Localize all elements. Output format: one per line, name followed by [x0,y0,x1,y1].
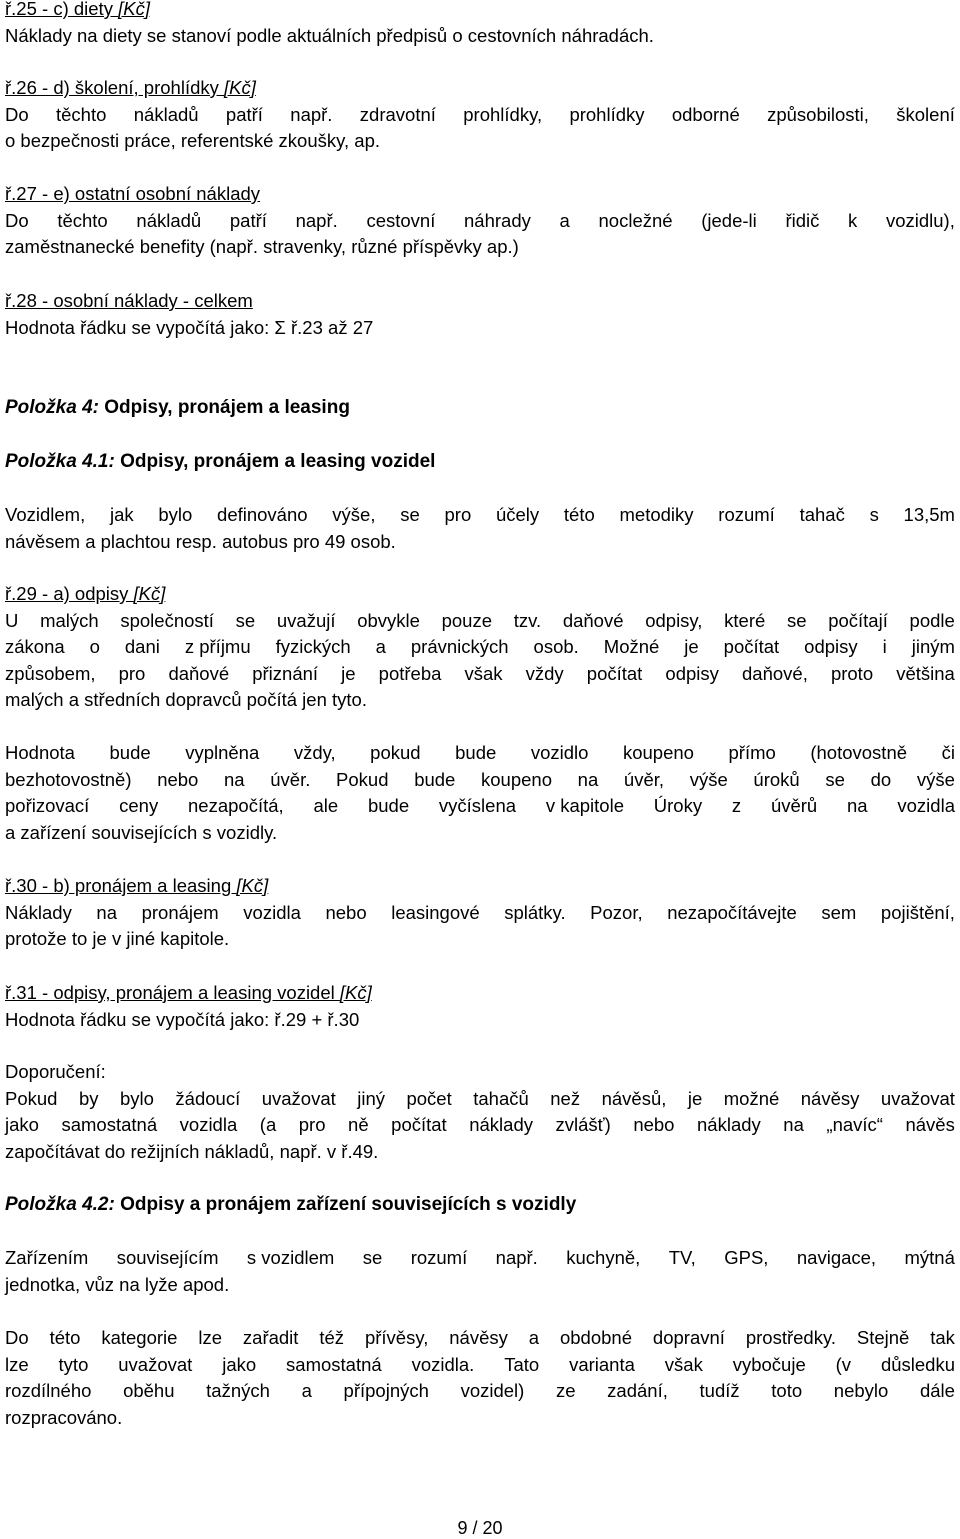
word: např. [290,103,333,125]
word: Vozidlem, [5,504,86,525]
zarizenim-line2-content: jednotka, vůz na lyže apod. [5,1273,230,1295]
word: obdobné [559,1327,633,1348]
r30-line1 [5,900,955,927]
section-r29 [5,581,955,714]
r29-heading [5,581,955,608]
r26-title: ř.26 - d) školení, prohlídky [5,77,225,98]
word: vybočuje [732,1353,806,1375]
word: bude [455,742,497,763]
section-r27 [5,181,955,261]
r27-line1 [5,208,955,235]
word: vozidla [179,1114,238,1135]
word: těchto [56,103,107,125]
section-kategorie [5,1325,955,1431]
word: vždy [525,662,564,684]
word: daňové, [742,662,808,684]
word: Pozor, [590,901,643,923]
word: se [825,768,845,790]
word: souvisejícím [116,1247,219,1268]
r25-unit: [Kč] [118,0,150,19]
doporuceni-title: Doporučení: [5,1061,106,1082]
polozka42-heading [5,1192,576,1218]
word: vyčíslena [438,795,517,816]
word: nákladů [136,209,202,231]
section-vozidlem [5,502,955,555]
word: počítají [828,609,888,631]
word: přiznání [252,662,319,684]
kategorie-line4 [5,1405,955,1432]
word: způsobem, [5,662,96,684]
polozka41-title: Odpisy, pronájem a leasing vozidel [114,451,436,472]
word: bude [367,795,410,816]
word: na [224,768,245,790]
vozidlem-line1 [5,502,955,529]
polozka4-prefix: Položka 4: [5,397,99,418]
hodnota-line2 [5,767,955,794]
r31-heading [5,980,955,1007]
word: Zařízením [5,1247,89,1268]
word: podle [909,609,955,631]
word: návěsy [800,1087,860,1109]
word: proto [830,662,874,684]
word: na [783,1114,804,1135]
r29-line4-content: malých a středních dopravců počítá jen tyto. [5,689,367,710]
word: tzv. [513,609,542,631]
word: dani [124,636,160,657]
word: počet [406,1087,452,1109]
word: způsobilosti, [767,103,869,125]
word: nákladů [133,103,199,125]
word: zákona [5,636,65,657]
r29-line3 [5,661,955,688]
word: které [724,609,766,631]
r31-unit: [Kč] [339,982,372,1003]
r29-line1 [5,608,955,635]
r30-title: ř.30 - b) pronájem a leasing [5,875,237,896]
word: i [882,636,887,657]
word: tyto [58,1353,89,1375]
polozka41-heading [5,449,435,475]
word: Stejně [856,1327,910,1348]
word: se [362,1247,383,1268]
polozka42-title: Odpisy a pronájem zařízení souvisejících s vozidly [114,1194,577,1215]
doporuceni-line1 [5,1086,955,1113]
word: Tato [504,1353,540,1375]
section-r31 [5,980,955,1033]
word: náhrady [464,209,531,231]
word: vozidla [897,795,955,816]
r27-title: ř.27 - e) ostatní osobní náklady [5,183,261,204]
word: vozidlo [530,742,589,763]
word: navigace, [796,1247,877,1268]
r30-line2 [5,926,955,953]
r29-title: ř.29 - a) odpisy [5,583,134,604]
word: oběhu [123,1380,175,1401]
r26-line1 [5,102,955,129]
word: se [235,609,256,631]
word: uvažují [276,609,336,631]
section-r26 [5,75,955,155]
word: bude [414,768,456,790]
word: nezapočítá, [188,795,284,816]
word: samostatná [61,1114,158,1135]
word: k [848,209,858,231]
word: kuchyně, [566,1247,641,1268]
word: odborné [671,103,740,125]
word: rozumí [410,1247,468,1268]
r26-line2-content: o bezpečnosti práce, referentské zkoušky, ap. [5,130,380,151]
r25-heading [5,0,955,23]
word: a [528,1327,540,1348]
word: náklady [469,1114,533,1135]
word: však [664,1353,703,1375]
word: pokud [370,742,421,763]
word: odpisy [665,662,719,684]
word: výše, [332,504,376,525]
word: zdravotní [359,103,436,125]
polozka4-heading [5,395,350,421]
r26-heading [5,75,955,102]
hodnota-line3 [5,793,955,820]
word: do [870,768,892,790]
word: se [400,504,420,525]
word: nebylo [833,1380,889,1401]
word: vozidla. [411,1353,475,1375]
word: též [319,1327,345,1348]
word: (v [835,1353,852,1375]
r30-unit: [Kč] [236,875,269,896]
r29-unit: [Kč] [133,583,166,604]
word: jak [109,504,134,525]
word: a [375,636,386,657]
word: ně [348,1114,369,1135]
word: Do [5,1327,29,1348]
word: zadání, [607,1380,668,1401]
word: či [941,742,955,763]
word: GPS, [724,1247,769,1268]
word: splátky. [504,901,566,923]
word: řidič [785,209,820,231]
word: tahačů [473,1087,529,1109]
r26-unit: [Kč] [224,77,256,98]
word: Úroky [653,795,703,816]
word: ale [313,795,339,816]
word: těchto [57,209,108,231]
kategorie-line2 [5,1352,955,1379]
word: úroků [753,768,800,790]
word: náklady [697,1114,761,1135]
word: koupeno [481,768,552,790]
word: daňové [562,609,624,631]
word: této [563,504,595,525]
vozidlem-line2-content: návěsem a plachtou resp. autobus pro 49 osob. [5,530,396,552]
word: většina [896,662,955,684]
word: mýtná [904,1247,955,1268]
word: jiný [357,1087,385,1109]
word: Do [5,209,29,231]
word: pro [118,662,146,684]
word: úvěrů [770,795,818,816]
word: je [684,636,699,657]
word: nocležné [598,209,673,231]
word: Do [5,103,29,125]
r29-line2 [5,634,955,661]
word: návěs [905,1114,955,1135]
word: odpisy, [645,609,703,631]
word: lze [198,1327,222,1348]
word: úvěr. [270,768,311,790]
word: tahač [799,504,845,525]
zarizenim-line1 [5,1245,955,1272]
word: Náklady [5,901,72,923]
word: vyplněna [185,742,260,763]
r27-line2 [5,234,955,261]
section-hodnota [5,740,955,846]
word: školení [896,103,955,125]
word: cestovní [366,209,436,231]
word: Pokud [336,768,389,790]
word: metodiky [619,504,694,525]
word: zařadit [242,1327,299,1348]
section-r28 [5,288,955,341]
word: možné [723,1087,780,1109]
word: dopravní [652,1327,725,1348]
section-doporuceni [5,1059,955,1165]
word: sem [821,901,857,923]
word: patří [225,103,263,125]
kategorie-line4-content: rozpracováno. [5,1406,123,1428]
word: uvažovat [261,1087,336,1109]
word: vždy, [293,742,336,763]
r25-title: ř.25 - c) diety [5,0,119,19]
word: jako [222,1353,257,1375]
word: prohlídky [569,103,645,125]
zarizenim-line2 [5,1272,955,1299]
hodnota-line4-content: a zařízení souvisejících s vozidly. [5,821,278,843]
word: malých [40,609,99,631]
word: této [49,1327,81,1348]
word: výše [689,768,728,790]
word: osob. [533,636,579,657]
word: pojištění, [880,901,955,923]
word: účely [495,504,540,525]
hodnota-line4 [5,820,955,847]
r31-title: ř.31 - odpisy, pronájem a leasing vozidel [5,982,340,1003]
word: rozumí [718,504,775,525]
word: nebo [325,901,367,923]
word: (hotovostně [810,742,908,763]
word: tak [930,1327,955,1348]
word: nebo [157,768,199,790]
word: leasingové [391,901,480,923]
word: pouze [441,609,493,631]
word: z [731,795,742,816]
word: uvažovat [118,1353,193,1375]
page-number: 9 / 20 [457,1518,503,1538]
word: je [341,662,356,684]
r28-title: ř.28 - osobní náklady - celkem [5,290,253,311]
hodnota-line1 [5,740,955,767]
word: pro [298,1114,326,1135]
word: bylo [158,504,193,525]
vozidlem-line2 [5,529,955,556]
word: v kapitole [545,795,624,816]
r28-text [5,315,955,342]
word: potřeba [378,662,442,684]
word: daňové [168,662,230,684]
word: je [687,1087,703,1109]
word: koupeno [622,742,694,763]
word: patří [229,209,267,231]
word: z příjmu [184,636,251,657]
word: na [577,768,599,790]
word: úvěr, [623,768,665,790]
r28-heading [5,288,955,315]
word: Hodnota [5,742,75,763]
word: o [89,636,100,657]
word: „navíc“ [826,1114,883,1135]
r25-text [5,23,955,50]
word: jiným [911,636,955,657]
word: 13,5m [903,504,955,525]
section-r30 [5,873,955,953]
word: pro [444,504,472,525]
word: se [786,609,807,631]
word: např. [295,209,338,231]
word: (a [259,1114,277,1135]
section-zarizenim [5,1245,955,1298]
word: vozidla [243,901,301,923]
word: dále [919,1380,955,1401]
polozka4-title: Odpisy, pronájem a leasing [98,397,350,418]
r31-text [5,1007,955,1034]
word: návěsů, [601,1087,667,1109]
word: U [5,609,19,631]
word: uvažovat [880,1087,955,1109]
kategorie-line3 [5,1378,955,1405]
word: Pokud [5,1087,58,1109]
doporuceni-heading [5,1059,955,1086]
r31-text-content: Hodnota řádku se vypočítá jako: ř.29 + ř.30 [5,1008,360,1030]
word: žádoucí [175,1087,241,1109]
word: bezhotovostně) [5,768,132,790]
word: odpisy [804,636,858,657]
word: než [550,1087,581,1109]
kategorie-line1 [5,1325,955,1352]
word: vozidel) [460,1380,525,1401]
word: tudíž [699,1380,740,1401]
word: např. [495,1247,538,1268]
word: samostatná [286,1353,382,1375]
word: počítat [391,1114,447,1135]
word: počítat [723,636,780,657]
word: rozdílného [5,1380,92,1401]
r30-heading [5,873,955,900]
word: prostředky. [745,1327,836,1348]
word: TV, [668,1247,696,1268]
word: přípojných [343,1380,429,1401]
word: by [78,1087,99,1109]
word: bude [109,742,151,763]
word: bylo [119,1087,154,1109]
word: fyzických [275,636,351,657]
word: společností [120,609,214,631]
r29-line4 [5,687,955,714]
word: důsledku [880,1353,955,1375]
word: zvlášť) [555,1114,611,1135]
word: nezapočítávejte [667,901,797,923]
r25-text-content: Náklady na diety se stanoví podle aktuálních předpisů o cestovních náhradách. [5,24,654,46]
r30-line2-content: protože to je v jiné kapitole. [5,928,230,949]
word: pořizovací [5,795,90,816]
doporuceni-line3-content: započítávat do režijních nákladů, např. v ř.49. [5,1140,379,1162]
word: kategorie [101,1327,178,1348]
word: přívěsy, [364,1327,429,1348]
word: (jede-li [701,209,757,231]
word: přímo [728,742,776,763]
word: Možné [603,636,660,657]
word: pronájem [141,901,219,923]
word: varianta [569,1353,635,1375]
word: však [464,662,503,684]
word: návěsy [449,1327,508,1348]
doporuceni-line2 [5,1112,955,1139]
r27-line2-content: zaměstnanecké benefity (např. stravenky, různé příspěvky ap.) [5,236,519,257]
r26-line2 [5,128,955,155]
word: na [96,901,117,923]
r28-text-content: Hodnota řádku se vypočítá jako: Σ ř.23 až 27 [5,316,374,338]
polozka41-prefix: Položka 4.1: [5,451,115,472]
word: výše [916,768,955,790]
word: s vozidlem [246,1247,335,1268]
word: jako [5,1114,39,1135]
word: a [559,209,570,231]
word: na [847,795,868,816]
word: počítat [586,662,643,684]
section-r25 [5,0,955,49]
word: definováno [217,504,308,525]
word: prohlídky, [463,103,543,125]
word: vozidlu), [885,209,955,231]
word: ceny [119,795,159,816]
word: a [301,1380,312,1401]
word: právnických [410,636,509,657]
doporuceni-line3 [5,1139,955,1166]
word: lze [5,1353,29,1375]
word: s [869,504,879,525]
word: toto [771,1380,803,1401]
word: tažných [206,1380,270,1401]
word: obvykle [357,609,420,631]
r27-heading [5,181,955,208]
word: ze [555,1380,576,1401]
polozka42-prefix: Položka 4.2: [5,1194,115,1215]
word: nebo [633,1114,675,1135]
